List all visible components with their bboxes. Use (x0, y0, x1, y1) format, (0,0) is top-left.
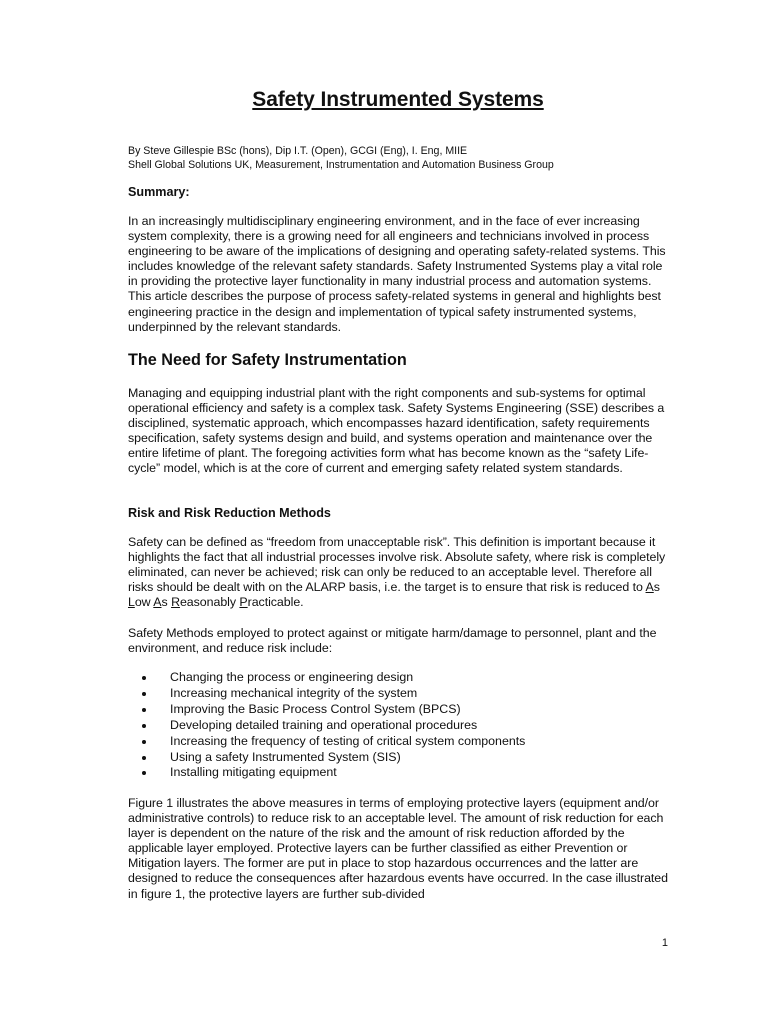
alarp-word-as-2: s (161, 595, 172, 610)
risk-definition-paragraph (128, 535, 673, 610)
section-heading-need-for-safety: The Need for Safety Instrumentation (128, 351, 407, 369)
alarp-letter-a1: A (645, 580, 654, 595)
bullet-icon (142, 708, 146, 712)
safety-methods-intro: Safety Methods employed to protect against or mitigate harm/damage to personnel, plant and the environment, and reduce risk include: (128, 626, 657, 656)
bullet-icon (142, 756, 146, 760)
bullet-icon (142, 676, 146, 680)
alarp-letter-l: L (128, 595, 135, 610)
bullet-icon (142, 724, 146, 728)
bullet-icon (142, 740, 146, 744)
summary-paragraph: In an increasingly multidisciplinary engineering environment, and in the face of ever increasing system complexity, there is a growing need for all engineers and technicians involved in process engineering to be aware of the implications of designing and operating safety-related systems. This includes knowledge of the relevant safety standards. Safety Instrumented Systems play a vital role in providing the protective layer functionality in many industrial process and automation systems. This article describes the purpose of process safety-related systems in general and highlights best engineering practice in the design and implementation of typical safety instrumented systems, underpinned by the relevant standards. (128, 214, 666, 334)
list-item (142, 686, 525, 702)
alarp-letter-a2: A (153, 595, 162, 610)
alarp-word-reasonably: easonably (179, 595, 240, 610)
alarp-letter-p: P (239, 595, 248, 610)
need-for-safety-paragraph: Managing and equipping industrial plant with the right components and sub-systems for optimal operational efficiency and safety is a complex task. Safety Systems Engineering (SSE) describes a disciplined, systematic approach, which encompasses hazard identification, safety requirements specification, safety systems design and build, and systems operation and maintenance over the entire lifetime of plant. The foregoing activities form what has become known as the “safety Life-cycle” model, which is at the core of current and emerging safety related system standards. (128, 386, 665, 476)
list-item-text: Changing the process or engineering design (170, 670, 414, 684)
alarp-word-low: ow (134, 595, 154, 610)
list-item-text: Improving the Basic Process Control System (BPCS) (170, 701, 461, 716)
list-item-text: Increasing the frequency of testing of critical system components (170, 733, 526, 748)
list-item-text: Installing mitigating equipment (170, 765, 337, 780)
author-line: By Steve Gillespie BSc (hons), Dip I.T. (Open), GCGI (Eng), I. Eng, MIIE (128, 145, 468, 157)
affiliation-line: Shell Global Solutions UK, Measurement, Instrumentation and Automation Business Group (128, 159, 554, 171)
list-item-text: Increasing mechanical integrity of the system (170, 685, 418, 700)
list-item (142, 750, 525, 766)
alarp-letter-r: R (171, 595, 180, 610)
safety-methods-list (142, 670, 525, 781)
list-item (142, 765, 525, 781)
summary-heading: Summary: (128, 185, 190, 199)
list-item-text: Developing detailed training and operational procedures (170, 717, 478, 732)
list-item (142, 670, 525, 686)
author-block (128, 144, 554, 172)
subsection-heading-risk: Risk and Risk Reduction Methods (128, 506, 331, 520)
list-item (142, 702, 525, 718)
alarp-word-practicable: racticable. (247, 595, 304, 610)
list-item (142, 718, 525, 734)
figure-1-paragraph: Figure 1 illustrates the above measures in terms of employing protective layers (equipment and/or administrative controls) to reduce risk to an acceptable level. The amount of risk reduction for each layer is dependent on the nature of the risk and the amount of risk reduction afforded by the applicable layer employed. Protective layers can be further classified as either Prevention or Mitigation layers. The former are put in place to stop hazardous occurrences and the latter are designed to reduce the consequences after hazardous events have occurred. In the case illustrated in figure 1, the protective layers are further sub-divided (128, 796, 668, 901)
risk-definition-text: Safety can be defined as “freedom from unacceptable risk”. This definition is important because it highlights the fact that all industrial processes involve risk. Absolute safety, where risk is completely eliminated, can never be achieved; risk can only be reduced to an acceptable level. Therefore all risks should be dealt with on the ALARP basis, i.e. the target is to ensure that risk is reduced to (128, 535, 666, 595)
list-item (142, 734, 525, 750)
alarp-word-as-1: s (653, 580, 660, 595)
bullet-icon (142, 771, 146, 775)
list-item-text: Using a safety Instrumented System (SIS) (170, 749, 401, 764)
bullet-icon (142, 692, 146, 696)
document-title: Safety Instrumented Systems (252, 88, 544, 111)
page-number: 1 (661, 937, 668, 949)
